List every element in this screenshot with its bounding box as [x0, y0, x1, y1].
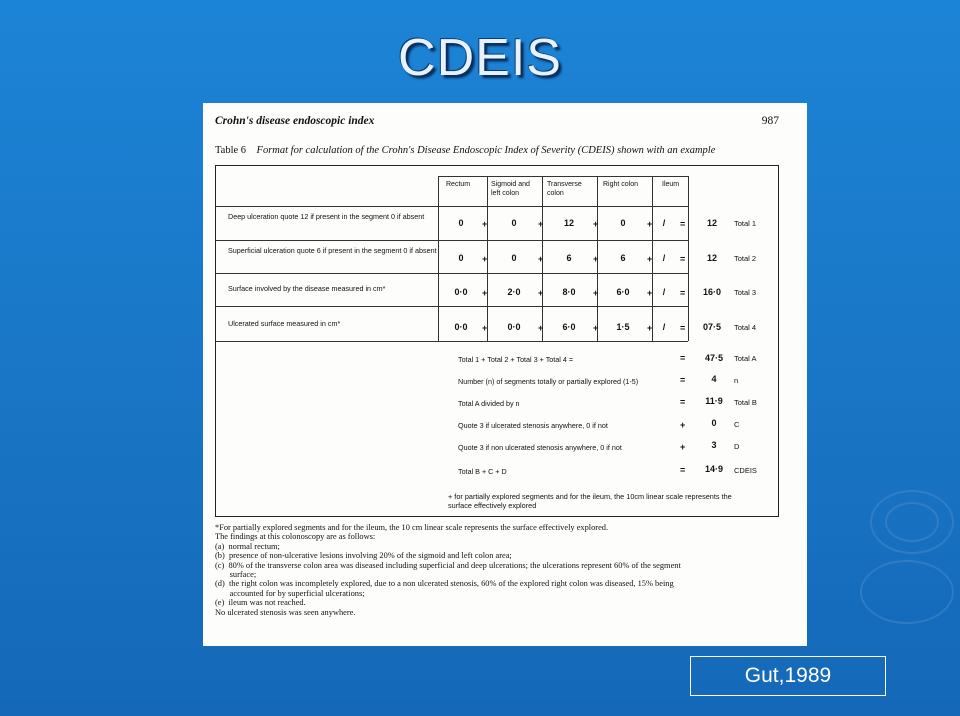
table-cell: /	[662, 287, 666, 297]
calc-operator: =	[680, 397, 686, 407]
table-cell: 12	[563, 218, 574, 228]
footnote-line: (c) 80% of the transverse colon area was diseased including superficial and deep ulcerations; the ulcerations represent 60% of the segment surface;	[215, 560, 681, 580]
footnote-line: (b) presence of non-ulcerative lesions involving 20% of the sigmoid and left colon area;	[215, 551, 512, 561]
page-number: 987	[761, 115, 779, 127]
calc-operator: =	[680, 465, 686, 475]
table-cell: 0	[458, 218, 464, 228]
calc-label: Total A divided by n	[458, 399, 520, 408]
table-cell: 2·0	[507, 287, 521, 297]
footnote-line: *For partially explored segments and for the ileum, the 10 cm linear scale represents the surface effectively explored.	[215, 523, 609, 532]
calc-value: 4	[711, 374, 717, 384]
source-citation: Gut,1989	[690, 656, 886, 696]
row-result: 12	[706, 253, 717, 263]
operator-symbol: +	[482, 288, 488, 298]
row-result: 12	[706, 218, 717, 228]
table-cell: 0	[511, 218, 517, 228]
table-caption	[215, 145, 715, 156]
operator-symbol: +	[647, 288, 653, 298]
col-header-transverse: Transverse colon	[547, 181, 582, 197]
table-cell: 0	[511, 253, 517, 263]
operator-symbol: +	[647, 323, 653, 333]
row-total-label: Total 2	[734, 254, 757, 263]
footnote-line: No ulcerated stenosis was seen anywhere.	[215, 607, 356, 617]
footnote-line: The findings at this colonoscopy are as follows:	[215, 532, 376, 542]
footnote-line: (a) normal rectum;	[215, 541, 280, 551]
table-cell: 0	[458, 253, 464, 263]
row-total-label: Total 4	[734, 323, 757, 332]
table-cell: /	[662, 218, 666, 228]
calc-name: C	[734, 420, 740, 429]
table-cell: 0·0	[507, 322, 521, 332]
table-cell: 8·0	[562, 287, 576, 297]
table-caption-text: Format for calculation of the Crohn's Disease Endoscopic Index of Severity (CDEIS) shown with an example	[256, 145, 716, 156]
calc-label: Total 1 + Total 2 + Total 3 + Total 4 =	[458, 355, 574, 364]
cdeis-table	[215, 165, 779, 517]
calc-operator: +	[680, 420, 686, 430]
calc-value: 3	[711, 440, 717, 450]
operator-symbol: =	[680, 219, 686, 229]
table-cell: 0	[620, 218, 626, 228]
calc-label: Number (n) of segments totally or partially explored (1-5)	[458, 377, 639, 386]
row-total-label: Total 3	[734, 288, 757, 297]
operator-symbol: +	[593, 219, 599, 229]
calc-name: Total B	[734, 398, 757, 407]
footnote-line: (d) the right colon was incompletely explored, due to a non ulcerated stenosis, 60% of the explored right colon was diseased, 15% being accounted for by superficial ulcerations;	[215, 579, 674, 598]
table-cell: 6·0	[616, 287, 630, 297]
table-cell: 6	[566, 253, 572, 263]
row-result: 07·5	[702, 322, 721, 332]
table-cell: 0·0	[454, 322, 468, 332]
calc-operator: =	[680, 353, 686, 363]
operator-symbol: +	[482, 254, 488, 264]
calc-label: Total B + C + D	[458, 467, 507, 476]
table-cell: /	[662, 253, 666, 263]
table-cell: 1·5	[616, 322, 630, 332]
row-label-ulcerated-surface: Ulcerated surface measured in cm*	[228, 319, 341, 328]
operator-symbol: =	[680, 288, 686, 298]
table-cell: 6·0	[562, 322, 576, 332]
operator-symbol: +	[593, 288, 599, 298]
calc-label: Quote 3 if ulcerated stenosis anywhere, 0 if not	[458, 421, 608, 430]
table-label: Table 6	[215, 145, 247, 156]
calc-value: 0	[711, 418, 717, 428]
calc-value: 14·9	[704, 464, 723, 474]
operator-symbol: +	[538, 254, 544, 264]
slide-title: CDEIS	[398, 29, 562, 87]
col-header-ileum: Ileum	[662, 181, 680, 188]
journal-header-title: Crohn's disease endoscopic index	[215, 115, 375, 127]
row-label-surface-involved: Surface involved by the disease measured in cm*	[228, 284, 386, 293]
row-label-superficial-ulceration: Superficial ulceration quote 6 if present in the segment 0 if absent	[228, 246, 437, 255]
calc-value: 11·9	[705, 396, 723, 406]
operator-symbol: +	[482, 323, 488, 333]
table-cell: 6	[620, 253, 626, 263]
calc-name: Total A	[734, 354, 757, 363]
operator-symbol: =	[680, 254, 686, 264]
table-note: + for partially explored segments and for the ileum, the 10cm linear scale represents the surface effectively explored	[448, 492, 732, 510]
operator-symbol: +	[538, 219, 544, 229]
table-cell: 0·0	[454, 287, 468, 297]
operator-symbol: +	[593, 254, 599, 264]
calc-name: n	[734, 376, 739, 385]
operator-symbol: +	[647, 254, 653, 264]
col-header-sigmoid: Sigmoid and left colon	[491, 181, 530, 197]
calc-operator: =	[680, 375, 686, 385]
row-label-deep-ulceration: Deep ulceration quote 12 if present in the segment 0 if absent	[228, 212, 425, 221]
calc-value: 47·5	[704, 353, 723, 363]
footnote-line: (e) ileum was not reached.	[215, 598, 306, 608]
calc-operator: +	[680, 442, 686, 452]
scanned-table-image	[203, 103, 807, 646]
operator-symbol: =	[680, 323, 686, 333]
operator-symbol: +	[647, 219, 653, 229]
calc-label: Quote 3 if non ulcerated stenosis anywhere, 0 if not	[458, 443, 622, 452]
col-header-rectum: Rectum	[446, 181, 471, 188]
calc-name: CDEIS	[734, 466, 757, 475]
operator-symbol: +	[538, 323, 544, 333]
footnotes	[215, 523, 795, 617]
operator-symbol: +	[593, 323, 599, 333]
calc-name: D	[734, 442, 740, 451]
row-total-label: Total 1	[734, 219, 757, 228]
operator-symbol: +	[538, 288, 544, 298]
operator-symbol: +	[482, 219, 488, 229]
row-result: 16·0	[702, 287, 721, 297]
table-cell: /	[662, 322, 666, 332]
col-header-right-colon: Right colon	[603, 181, 639, 188]
